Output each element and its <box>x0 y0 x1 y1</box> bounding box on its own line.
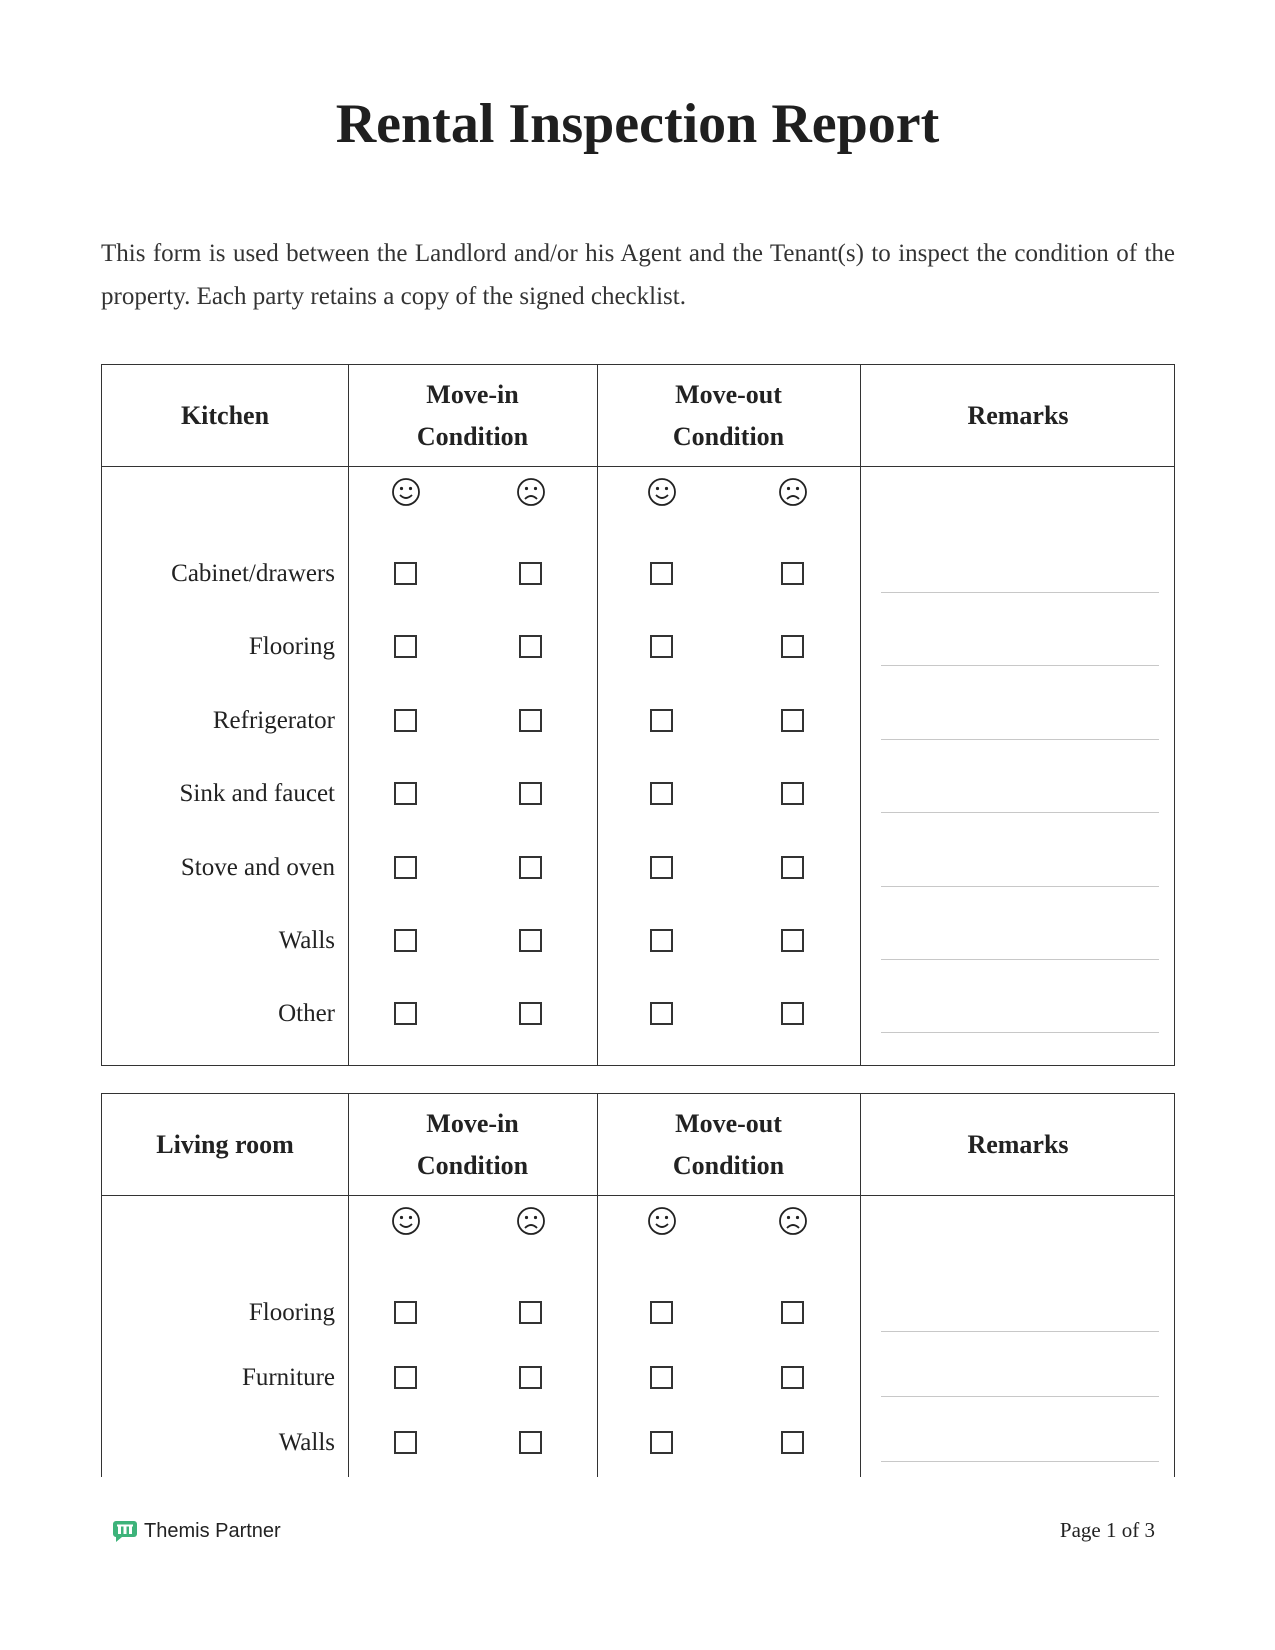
move-out-header-cell <box>597 365 860 466</box>
move-in-good-checkbox[interactable] <box>394 635 417 658</box>
section-title: Living room <box>156 1129 294 1159</box>
item-label: Refrigerator <box>212 706 335 734</box>
remarks-input-line[interactable] <box>881 886 1159 887</box>
frowny-face-icon <box>778 477 808 507</box>
item-label: Other <box>278 1000 335 1028</box>
remarks-header: Remarks <box>967 1129 1069 1159</box>
remarks-header-cell <box>860 1094 1176 1195</box>
column-divider <box>860 365 861 1065</box>
move-in-good-checkbox[interactable] <box>394 562 417 585</box>
intro-paragraph: This form is used between the Landlord and/or his Agent and the Tenant(s) to inspect the condition of the property. Each party retains a copy of the signed checklist. <box>101 240 1175 310</box>
remarks-input-line[interactable] <box>881 665 1159 666</box>
footer-brand-name: Themis Partner <box>144 1519 281 1542</box>
move-in-bad-checkbox[interactable] <box>519 856 542 879</box>
move-out-bad-checkbox[interactable] <box>781 929 804 952</box>
move-out-header: Move-out Condition <box>672 1108 785 1180</box>
move-in-good-checkbox[interactable] <box>394 782 417 805</box>
smiley-face-icon <box>391 1206 421 1236</box>
move-out-bad-checkbox[interactable] <box>781 1366 804 1389</box>
move-out-bad-checkbox[interactable] <box>781 782 804 805</box>
move-out-good-checkbox[interactable] <box>650 856 673 879</box>
move-in-bad-checkbox[interactable] <box>519 929 542 952</box>
move-out-bad-checkbox[interactable] <box>781 1301 804 1324</box>
column-divider <box>348 365 349 1065</box>
move-in-bad-checkbox[interactable] <box>519 782 542 805</box>
page-number: Page 1 of 3 <box>1059 1518 1155 1542</box>
section-1 <box>101 1093 1175 1477</box>
remarks-header: Remarks <box>967 400 1069 430</box>
item-label: Cabinet/drawers <box>171 560 335 587</box>
section-title-cell <box>102 365 348 466</box>
move-out-good-checkbox[interactable] <box>650 635 673 658</box>
item-label: Flooring <box>248 1299 335 1326</box>
remarks-input-line[interactable] <box>881 812 1159 813</box>
move-in-bad-checkbox[interactable] <box>519 1431 542 1454</box>
move-out-bad-checkbox[interactable] <box>781 709 804 732</box>
remarks-input-line[interactable] <box>881 959 1159 960</box>
move-in-good-checkbox[interactable] <box>394 1366 417 1389</box>
smiley-face-icon <box>391 477 421 507</box>
move-out-good-checkbox[interactable] <box>650 929 673 952</box>
move-in-header: Move-in Condition <box>416 379 529 451</box>
frowny-face-icon <box>516 1206 546 1236</box>
move-out-good-checkbox[interactable] <box>650 1431 673 1454</box>
move-in-good-checkbox[interactable] <box>394 929 417 952</box>
column-divider <box>597 365 598 1065</box>
smiley-face-icon <box>647 477 677 507</box>
themis-logo-icon <box>112 1519 138 1543</box>
move-out-bad-checkbox[interactable] <box>781 562 804 585</box>
remarks-input-line[interactable] <box>881 739 1159 740</box>
remarks-input-line[interactable] <box>881 592 1159 593</box>
move-in-header-cell <box>348 365 597 466</box>
move-in-bad-checkbox[interactable] <box>519 1301 542 1324</box>
move-in-good-checkbox[interactable] <box>394 1301 417 1324</box>
move-out-header: Move-out Condition <box>672 379 785 451</box>
remarks-input-line[interactable] <box>881 1032 1159 1033</box>
move-in-good-checkbox[interactable] <box>394 856 417 879</box>
section-header-row <box>102 365 1174 467</box>
move-out-good-checkbox[interactable] <box>650 782 673 805</box>
item-label: Furniture <box>241 1364 335 1391</box>
move-out-bad-checkbox[interactable] <box>781 856 804 879</box>
remarks-input-line[interactable] <box>881 1331 1159 1332</box>
section-title-cell <box>102 1094 348 1195</box>
frowny-face-icon <box>778 1206 808 1236</box>
move-out-good-checkbox[interactable] <box>650 1301 673 1324</box>
item-label: Sink and faucet <box>179 780 335 808</box>
move-in-good-checkbox[interactable] <box>394 1431 417 1454</box>
move-out-good-checkbox[interactable] <box>650 1366 673 1389</box>
move-in-good-checkbox[interactable] <box>394 1002 417 1025</box>
move-in-bad-checkbox[interactable] <box>519 1366 542 1389</box>
item-label: Walls <box>278 1429 335 1456</box>
move-in-bad-checkbox[interactable] <box>519 635 542 658</box>
smiley-face-icon <box>647 1206 677 1236</box>
remarks-input-line[interactable] <box>881 1396 1159 1397</box>
move-in-header: Move-in Condition <box>416 1108 529 1180</box>
section-title: Kitchen <box>180 400 270 430</box>
frowny-face-icon <box>516 477 546 507</box>
move-in-bad-checkbox[interactable] <box>519 709 542 732</box>
move-out-bad-checkbox[interactable] <box>781 1002 804 1025</box>
document-title: Rental Inspection Report <box>335 93 940 155</box>
move-in-bad-checkbox[interactable] <box>519 1002 542 1025</box>
move-out-good-checkbox[interactable] <box>650 562 673 585</box>
move-out-good-checkbox[interactable] <box>650 709 673 732</box>
move-out-header-cell <box>597 1094 860 1195</box>
move-out-bad-checkbox[interactable] <box>781 1431 804 1454</box>
section-header-row <box>102 1094 1174 1196</box>
section-0 <box>101 364 1175 1066</box>
footer-brand <box>112 1519 281 1543</box>
remarks-input-line[interactable] <box>881 1461 1159 1462</box>
move-in-header-cell <box>348 1094 597 1195</box>
move-in-bad-checkbox[interactable] <box>519 562 542 585</box>
item-label: Walls <box>278 927 335 954</box>
item-label: Flooring <box>248 633 335 661</box>
move-in-good-checkbox[interactable] <box>394 709 417 732</box>
item-label: Stove and oven <box>180 853 335 881</box>
move-out-bad-checkbox[interactable] <box>781 635 804 658</box>
move-out-good-checkbox[interactable] <box>650 1002 673 1025</box>
remarks-header-cell <box>860 365 1176 466</box>
